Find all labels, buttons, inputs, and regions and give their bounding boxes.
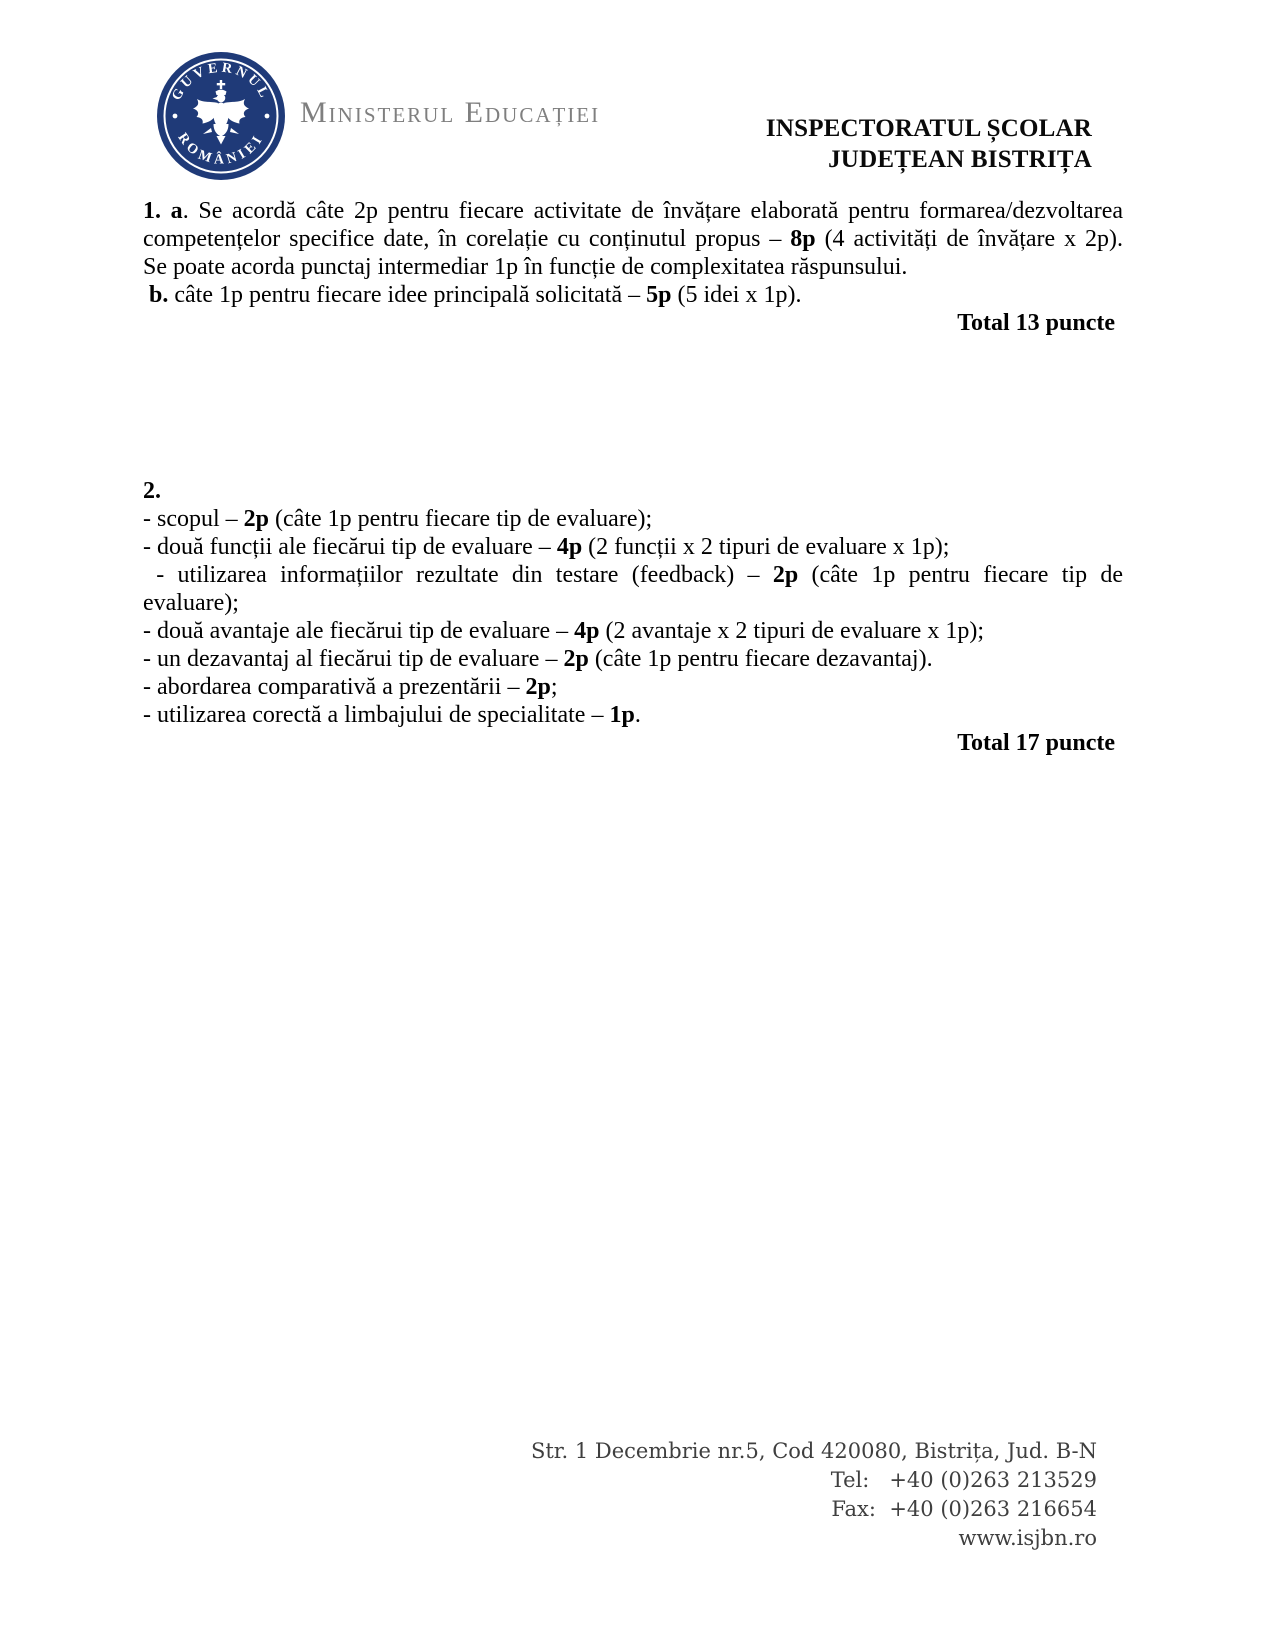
text-line: - utilizarea informațiilor rezultate din testare (feedback) – 2p (câte 1p pentru fiecare tip de: [143, 562, 1123, 588]
seal-left-dot: [173, 114, 178, 119]
section-2-scoring: [143, 477, 1123, 757]
text-line: - scopul – 2p (câte 1p pentru fiecare tip de evaluare);: [143, 506, 653, 532]
seal-right-dot: [265, 114, 270, 119]
text-line: evaluare);: [143, 590, 239, 616]
inspectorate-title: [766, 113, 1092, 175]
government-of-romania-seal: [157, 52, 285, 180]
section-1-scoring: [143, 197, 1123, 337]
text-line: - utilizarea corectă a limbajului de specialitate – 1p.: [143, 702, 641, 728]
contact-footer: [531, 1437, 1097, 1553]
text-line: - două avantaje ale fiecărui tip de evaluare – 4p (2 avantaje x 2 tipuri de evaluare x 1p);: [143, 618, 984, 644]
website-line: www.isjbn.ro: [958, 1526, 1097, 1550]
text-line: - abordarea comparativă a prezentării – 2p;: [143, 674, 558, 700]
seal-bottom-text: ROMÂNIEI: [174, 130, 268, 168]
text-line: - un dezavantaj al fiecărui tip de evaluare – 2p (câte 1p pentru fiecare dezavantaj).: [143, 646, 933, 672]
tel-line: Tel: +40 (0)263 213529: [830, 1468, 1097, 1492]
section-2-total: Total 17 puncte: [957, 730, 1115, 756]
text-line: 2.: [143, 478, 161, 504]
ministry-title: Ministerul Educației: [300, 96, 601, 129]
government-seal-icon: [157, 52, 285, 180]
text-line: Se poate acorda punctaj intermediar 1p în funcție de complexitatea răspunsului.: [143, 254, 908, 280]
section-1-total: Total 13 puncte: [957, 310, 1115, 336]
text-line: b. câte 1p pentru fiecare idee principală solicitată – 5p (5 idei x 1p).: [149, 282, 802, 308]
text-line: 1. a. Se acordă câte 2p pentru fiecare activitate de învățare elaborată pentru formarea/dezvoltarea: [143, 198, 1123, 224]
section-2-lines: [143, 477, 1123, 729]
text-line: - două funcții ale fiecărui tip de evaluare – 4p (2 funcții x 2 tipuri de evaluare x 1p);: [143, 534, 950, 560]
fax-line: Fax: +40 (0)263 216654: [831, 1497, 1097, 1521]
text-line: competențelor specifice date, în corelație cu conținutul propus – 8p (4 activități de învățare x 2p).: [143, 226, 1123, 252]
inspectorate-line-2: JUDEȚEAN BISTRIȚA: [828, 146, 1092, 173]
inspectorate-line-1: INSPECTORATUL ȘCOLAR: [765, 115, 1092, 142]
section-1-lines: [143, 197, 1123, 309]
address-line: Str. 1 Decembrie nr.5, Cod 420080, Bistrița, Jud. B-N: [530, 1439, 1097, 1463]
document-body: [143, 197, 1123, 757]
seal-top-text: GUVERNUL: [169, 60, 273, 104]
